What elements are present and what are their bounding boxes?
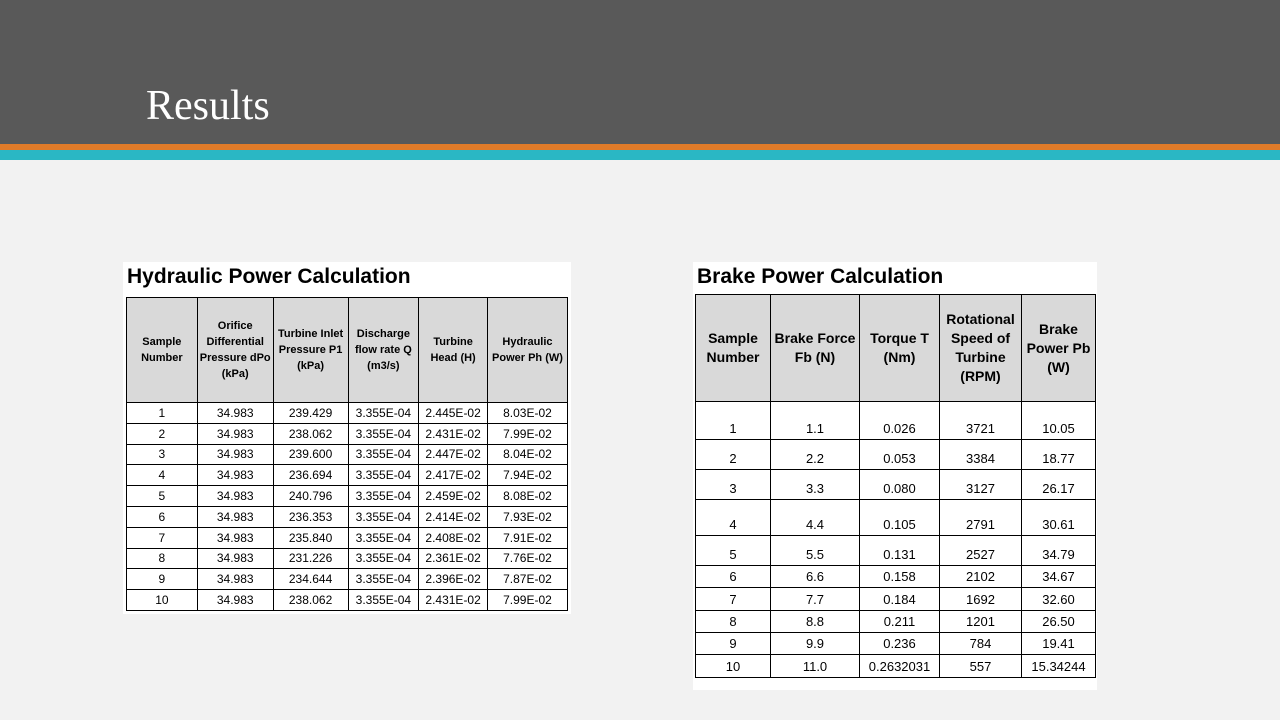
table-cell: 0.053	[860, 440, 940, 470]
table-cell: 2.361E-02	[419, 548, 488, 569]
table-row	[696, 611, 1096, 633]
table-cell: 0.026	[860, 402, 940, 440]
table-row	[696, 633, 1096, 655]
table-cell: 0.184	[860, 588, 940, 611]
table-cell: 236.353	[273, 506, 348, 527]
table-cell: 2.447E-02	[419, 444, 488, 465]
header-cell: Sample Number	[127, 298, 198, 403]
table-cell: 2.445E-02	[419, 403, 488, 424]
table-cell: 30.61	[1022, 500, 1096, 536]
header-cell: Turbine Head (H)	[419, 298, 488, 403]
table-row	[696, 655, 1096, 678]
table-cell: 2	[127, 423, 198, 444]
header-cell: Torque T (Nm)	[860, 295, 940, 402]
table-cell: 2	[696, 440, 771, 470]
table-cell: 2527	[940, 536, 1022, 566]
table-cell: 15.34244	[1022, 655, 1096, 678]
table-cell: 9	[127, 569, 198, 590]
table-cell: 34.983	[197, 527, 273, 548]
table-row	[127, 444, 568, 465]
table-header-row	[696, 295, 1096, 402]
header-cell: Brake Force Fb (N)	[771, 295, 860, 402]
table-row	[127, 548, 568, 569]
table-cell: 3.355E-04	[348, 444, 419, 465]
table-cell: 3.355E-04	[348, 486, 419, 507]
table-cell: 3.355E-04	[348, 590, 419, 611]
table-cell: 0.236	[860, 633, 940, 655]
table-cell: 0.2632031	[860, 655, 940, 678]
table-cell: 18.77	[1022, 440, 1096, 470]
table-cell: 235.840	[273, 527, 348, 548]
table-cell: 10.05	[1022, 402, 1096, 440]
table-cell: 3	[696, 470, 771, 500]
table-cell: 0.105	[860, 500, 940, 536]
table-cell: 10	[696, 655, 771, 678]
header-cell: Turbine Inlet Pressure P1 (kPa)	[273, 298, 348, 403]
table-row	[127, 506, 568, 527]
table-cell: 2.417E-02	[419, 465, 488, 486]
table-cell: 0.158	[860, 566, 940, 588]
table-cell: 1692	[940, 588, 1022, 611]
table-cell: 11.0	[771, 655, 860, 678]
table-cell: 9	[696, 633, 771, 655]
table-cell: 3	[127, 444, 198, 465]
table-cell: 2.431E-02	[419, 590, 488, 611]
slide-title: Results	[146, 83, 270, 129]
table-row	[696, 566, 1096, 588]
table-cell: 1201	[940, 611, 1022, 633]
table-cell: 2102	[940, 566, 1022, 588]
table-cell: 3.3	[771, 470, 860, 500]
header-cell: Brake Power Pb (W)	[1022, 295, 1096, 402]
table-cell: 34.983	[197, 506, 273, 527]
table-cell: 3.355E-04	[348, 403, 419, 424]
table-cell: 238.062	[273, 590, 348, 611]
table-cell: 7.76E-02	[487, 548, 567, 569]
table-cell: 3.355E-04	[348, 548, 419, 569]
table-cell: 34.983	[197, 423, 273, 444]
table-cell: 5.5	[771, 536, 860, 566]
table-cell: 1	[127, 403, 198, 424]
table-cell: 3127	[940, 470, 1022, 500]
table-row	[696, 536, 1096, 566]
table-cell: 557	[940, 655, 1022, 678]
table-header-row	[127, 298, 568, 403]
table-cell: 6.6	[771, 566, 860, 588]
table-cell: 10	[127, 590, 198, 611]
header-cell: Orifice Differential Pressure dPo (kPa)	[197, 298, 273, 403]
table-cell: 3.355E-04	[348, 569, 419, 590]
table-cell: 7.87E-02	[487, 569, 567, 590]
table-cell: 1	[696, 402, 771, 440]
table-cell: 4.4	[771, 500, 860, 536]
table-cell: 26.17	[1022, 470, 1096, 500]
table-cell: 2.431E-02	[419, 423, 488, 444]
header-cell: Discharge flow rate Q (m3/s)	[348, 298, 419, 403]
table-cell: 34.983	[197, 403, 273, 424]
table-cell: 2791	[940, 500, 1022, 536]
table-cell: 19.41	[1022, 633, 1096, 655]
table-cell: 5	[127, 486, 198, 507]
table-cell: 3.355E-04	[348, 506, 419, 527]
hydraulic-table-card	[123, 262, 571, 614]
table-row	[127, 486, 568, 507]
table-cell: 236.694	[273, 465, 348, 486]
table-cell: 7	[127, 527, 198, 548]
table-cell: 7.7	[771, 588, 860, 611]
table-row	[127, 527, 568, 548]
table-cell: 34.983	[197, 548, 273, 569]
table-cell: 240.796	[273, 486, 348, 507]
table-cell: 8	[127, 548, 198, 569]
table-cell: 2.459E-02	[419, 486, 488, 507]
table-cell: 0.080	[860, 470, 940, 500]
table-cell: 5	[696, 536, 771, 566]
table-cell: 7.99E-02	[487, 590, 567, 611]
table-cell: 34.79	[1022, 536, 1096, 566]
table-cell: 2.414E-02	[419, 506, 488, 527]
table-row	[127, 403, 568, 424]
table-row	[127, 465, 568, 486]
table-cell: 26.50	[1022, 611, 1096, 633]
hydraulic-power-table	[126, 297, 568, 611]
table-cell: 34.983	[197, 569, 273, 590]
table-cell: 6	[127, 506, 198, 527]
table-cell: 3.355E-04	[348, 527, 419, 548]
table-cell: 8.8	[771, 611, 860, 633]
header-cell: Sample Number	[696, 295, 771, 402]
table-cell: 34.67	[1022, 566, 1096, 588]
table-row	[696, 440, 1096, 470]
table-cell: 784	[940, 633, 1022, 655]
table-cell: 2.408E-02	[419, 527, 488, 548]
table-cell: 8.04E-02	[487, 444, 567, 465]
header-cell: Rotational Speed of Turbine (RPM)	[940, 295, 1022, 402]
table-cell: 234.644	[273, 569, 348, 590]
table-cell: 34.983	[197, 590, 273, 611]
table-cell: 8.08E-02	[487, 486, 567, 507]
table-cell: 7	[696, 588, 771, 611]
table-row	[696, 500, 1096, 536]
hydraulic-table-title: Hydraulic Power Calculation	[127, 265, 411, 288]
table-row	[696, 470, 1096, 500]
brake-power-table	[695, 294, 1096, 678]
table-cell: 3.355E-04	[348, 423, 419, 444]
brake-table-title: Brake Power Calculation	[697, 265, 944, 288]
table-row	[127, 590, 568, 611]
table-row	[696, 588, 1096, 611]
table-cell: 4	[127, 465, 198, 486]
table-cell: 0.131	[860, 536, 940, 566]
table-cell: 8	[696, 611, 771, 633]
table-cell: 3.355E-04	[348, 465, 419, 486]
table-cell: 2.2	[771, 440, 860, 470]
table-cell: 7.93E-02	[487, 506, 567, 527]
table-cell: 34.983	[197, 444, 273, 465]
table-cell: 6	[696, 566, 771, 588]
table-cell: 2.396E-02	[419, 569, 488, 590]
table-cell: 4	[696, 500, 771, 536]
header-cell: Hydraulic Power Ph (W)	[487, 298, 567, 403]
table-cell: 1.1	[771, 402, 860, 440]
table-cell: 3721	[940, 402, 1022, 440]
table-cell: 34.983	[197, 465, 273, 486]
table-cell: 8.03E-02	[487, 403, 567, 424]
table-cell: 32.60	[1022, 588, 1096, 611]
table-cell: 239.600	[273, 444, 348, 465]
brake-table-card	[693, 262, 1097, 690]
table-cell: 0.211	[860, 611, 940, 633]
table-cell: 9.9	[771, 633, 860, 655]
table-cell: 34.983	[197, 486, 273, 507]
table-cell: 7.94E-02	[487, 465, 567, 486]
table-row	[127, 569, 568, 590]
table-row	[127, 423, 568, 444]
table-cell: 7.91E-02	[487, 527, 567, 548]
table-cell: 3384	[940, 440, 1022, 470]
table-cell: 7.99E-02	[487, 423, 567, 444]
table-cell: 239.429	[273, 403, 348, 424]
table-row	[696, 402, 1096, 440]
table-cell: 238.062	[273, 423, 348, 444]
accent-stripe-teal	[0, 150, 1280, 160]
table-cell: 231.226	[273, 548, 348, 569]
